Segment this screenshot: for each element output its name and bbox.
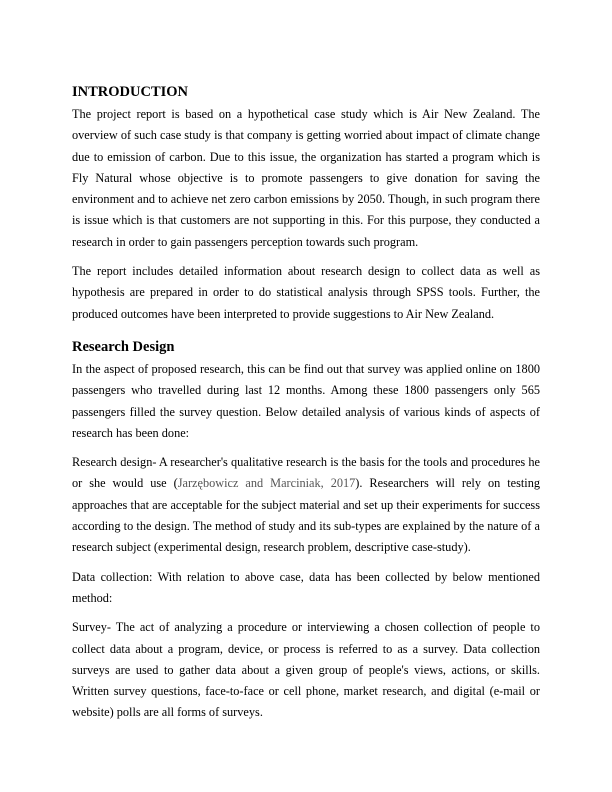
research-design-paragraph-2-end: ). Researchers will rely on testing approaches that are acceptable for the subject material and set up their experiments for success according to the design. The method of study and its sub-types are explained by the nature of a research subject (experimental design, research problem, descriptive case-study). [72,476,540,555]
research-design-paragraph-2 [72,452,540,558]
research-design-heading: Research Design [72,338,175,355]
research-design-paragraph-1: In the aspect of proposed research, this can be find out that survey was applied online on 1800 passengers who travelled during last 12 months. Among these 1800 passengers only 565 passengers filled the survey question. Below detailed analysis of various kinds of aspects of research has been done: [72,361,540,440]
document-page [72,82,540,724]
citation: Jarzębowicz and Marciniak, 2017 [177,476,356,491]
introduction-paragraph-2: The report includes detailed information about research design to collect data as well as hypothesis are prepared in order to do statistical analysis through SPSS tools. Further, the produced outcomes have been interpreted to provide suggestions to Air New Zealand. [72,264,540,321]
survey-paragraph: Survey- The act of analyzing a procedure or interviewing a chosen collection of people to collect data about a program, device, or process is referred to as a survey. Data collection surveys are used to gather data about a given group of people's views, actions, or skills. Written survey questions, face-to-face or cell phone, market research, and digital (e-mail or website) polls are all forms of surveys. [72,620,540,720]
introduction-heading: INTRODUCTION [72,84,189,100]
introduction-paragraph-1: The project report is based on a hypothetical case study which is Air New Zealand. The overview of such case study is that company is getting worried about impact of climate change due to emission of carbon. Due to this issue, the organization has started a program which is Fly Natural whose objective is to promote passengers to give donation for saving the environment and to achieve net zero carbon emissions by 2050. Though, in such program there is issue which is that customers are not supporting in this. For this purpose, they conducted a research in order to gain passengers perception towards such program. [72,107,540,249]
research-design-paragraph-2-start: Research design- A researcher's qualitative research is the basis for the tools and procedures he or she would use ( [72,455,540,491]
data-collection-paragraph: Data collection: With relation to above case, data has been collected by below mentioned method: [72,569,540,605]
